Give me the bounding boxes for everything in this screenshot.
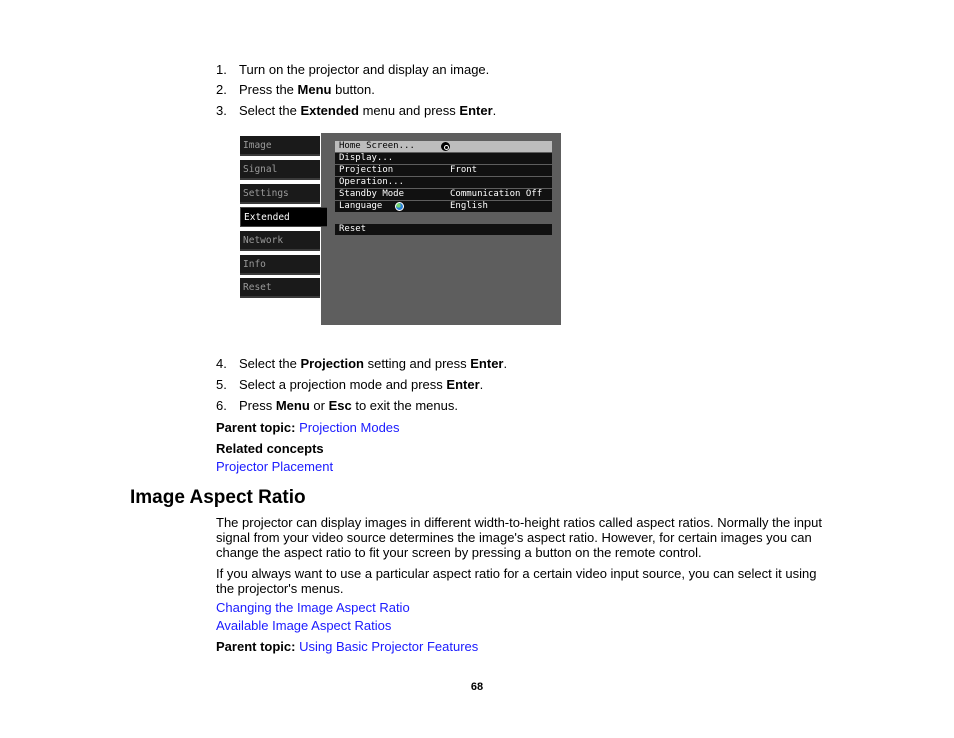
extended-menu-screenshot: [237, 133, 561, 325]
enter-icon: [441, 142, 450, 151]
sidebar-item-info: Info: [240, 255, 320, 275]
menu-row-reset: Reset: [335, 224, 552, 235]
menu-row-home-screen: Home Screen...: [335, 141, 552, 152]
step-3: 3. Select the Extended menu and press Enter.: [216, 103, 497, 118]
related-concepts-heading: Related concepts: [216, 441, 324, 456]
menu-panel: [321, 133, 561, 325]
step-5: 5. Select a projection mode and press Enter.: [216, 377, 484, 392]
parent-topic-basic-features: Parent topic: Using Basic Projector Features: [216, 639, 479, 654]
section-paragraph-1: The projector can display images in different width-to-height ratios called aspect ratios. Normally the input signal from your video source determines the image's aspect ratio. However, for certain images you can change the aspect ratio to fit your screen by pressing a button on the remote control.: [216, 515, 823, 560]
link-projector-placement[interactable]: Projector Placement: [216, 459, 334, 474]
sidebar-item-image: Image: [240, 136, 320, 156]
section-link-item-2: [216, 618, 391, 634]
menu-row-projection: Projection Front: [335, 165, 552, 176]
sidebar-item-network: Network: [240, 231, 320, 251]
parent-topic-projection: Parent topic: Projection Modes: [216, 420, 400, 435]
link-available-image-aspect-ratios[interactable]: Available Image Aspect Ratios: [216, 618, 392, 633]
link-using-basic-projector-features[interactable]: Using Basic Projector Features: [299, 639, 479, 654]
page-number: 68: [470, 681, 484, 693]
section-heading: Image Aspect Ratio: [130, 487, 306, 508]
step-2: 2. Press the Menu button.: [216, 82, 375, 97]
globe-icon: [395, 202, 404, 211]
sidebar-item-extended: Extended: [240, 207, 327, 227]
step-1: 1. Turn on the projector and display an image.: [216, 62, 490, 77]
step-6: 6. Press Menu or Esc to exit the menus.: [216, 398, 458, 413]
sidebar-item-signal: Signal: [240, 160, 320, 180]
menu-row-standby-mode: Standby Mode Communication Off: [335, 189, 552, 200]
section-paragraph-2: If you always want to use a particular aspect ratio for a certain video input source, you can select it using the projector's menus.: [216, 566, 817, 596]
step-4: 4. Select the Projection setting and press Enter.: [216, 356, 508, 371]
menu-row-display: Display...: [335, 153, 552, 164]
link-changing-image-aspect-ratio[interactable]: Changing the Image Aspect Ratio: [216, 600, 410, 615]
section-link-item-1: [216, 600, 410, 616]
menu-row-operation: Operation...: [335, 177, 552, 188]
link-projection-modes[interactable]: Projection Modes: [299, 420, 400, 435]
related-concepts-list: [216, 459, 333, 475]
sidebar-item-reset: Reset: [240, 278, 320, 298]
menu-row-language: Language English: [335, 201, 552, 212]
sidebar-item-settings: Settings: [240, 184, 320, 204]
